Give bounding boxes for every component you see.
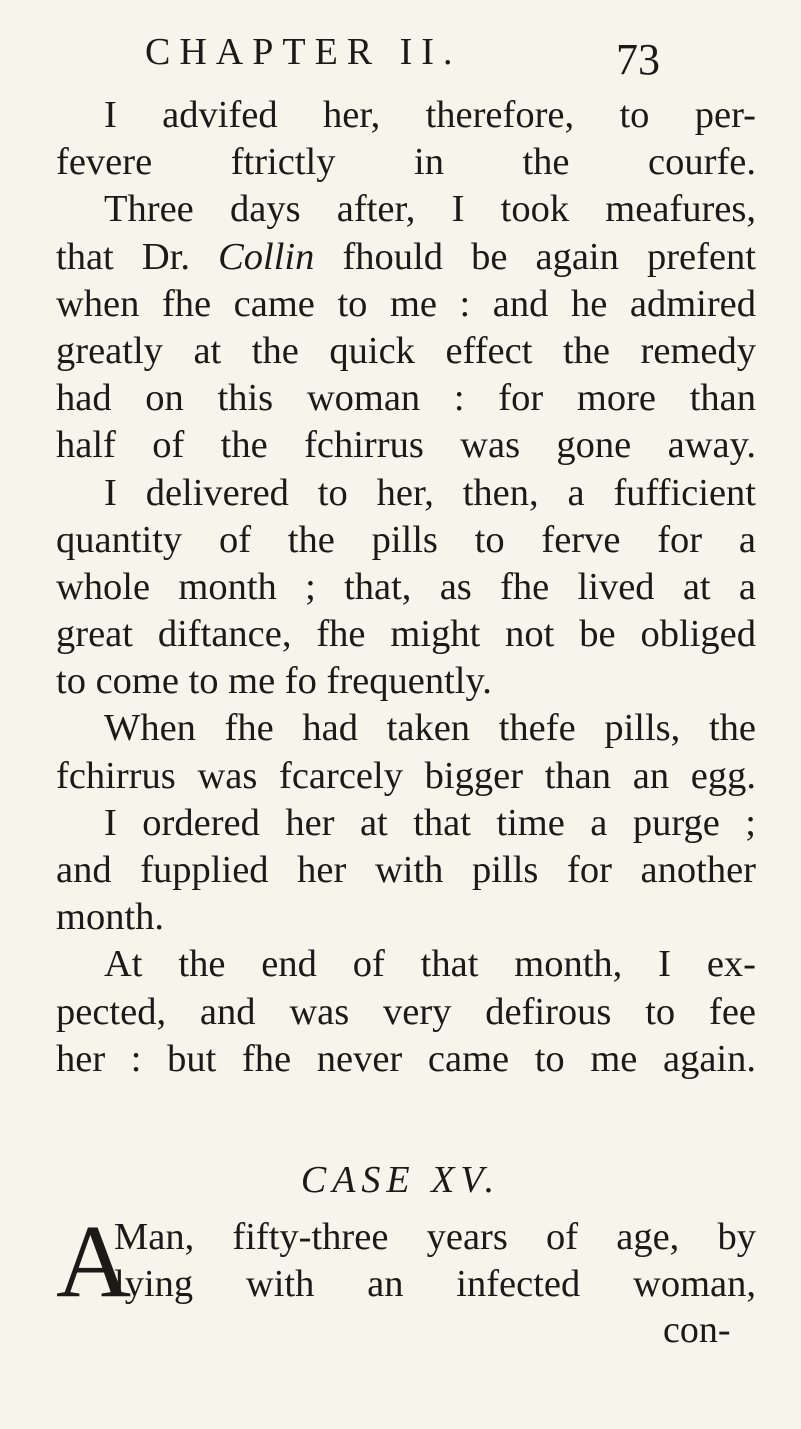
- text-line: greatly at the quick effect the remedy: [56, 329, 756, 372]
- text-line: whole month ; that, as fhe lived at a: [56, 565, 756, 608]
- text-line: I ordered her at that time a purge ;: [104, 801, 756, 844]
- case-heading: CASE XV.: [300, 1159, 501, 1201]
- text-line: I advifed her, therefore, to per-: [104, 94, 756, 136]
- text-line: month.: [56, 896, 165, 939]
- text-line: when fhe came to me : and he admired: [56, 282, 756, 325]
- catchword: con-: [663, 1309, 731, 1351]
- text-line: great diftance, fhe might not be obliged: [56, 613, 756, 656]
- italic-name: Collin: [218, 235, 315, 278]
- text-line: At the end of that month, I ex-: [104, 943, 756, 986]
- text-line: to come to me fo frequently.: [56, 660, 492, 703]
- running-header: [0, 28, 801, 88]
- body-text: [56, 92, 756, 1083]
- text-line: fevere ftrictly in the courfe.: [56, 141, 756, 184]
- drop-cap: A: [56, 1204, 132, 1319]
- text-line: had on this woman : for more than: [56, 377, 756, 420]
- text-line: half of the fchirrus was gone away.: [56, 424, 756, 467]
- text-line: quantity of the pills to ferve for a: [56, 518, 756, 561]
- text-line: and fupplied her with pills for another: [56, 849, 756, 891]
- text-line: fchirrus was fcarcely bigger than an egg.: [56, 754, 756, 797]
- page-number: 73: [616, 35, 660, 84]
- text-line: that Dr. Collin fhould be again prefent: [56, 235, 756, 278]
- text-line: Three days after, I took meafures,: [104, 188, 756, 231]
- text-line: When fhe had taken thefe pills, the: [104, 707, 756, 750]
- text-line: her : but fhe never came to me again.: [56, 1037, 756, 1080]
- text-line: pected, and was very defirous to fee: [56, 990, 756, 1033]
- text-line: lying with an infected woman,: [114, 1263, 756, 1306]
- text-line: I delivered to her, then, a fufficient: [104, 471, 756, 514]
- chapter-title: CHAPTER II.: [145, 31, 462, 73]
- text-line: Man, fifty-three years of age, by: [114, 1216, 756, 1258]
- case-paragraph: [56, 1204, 756, 1319]
